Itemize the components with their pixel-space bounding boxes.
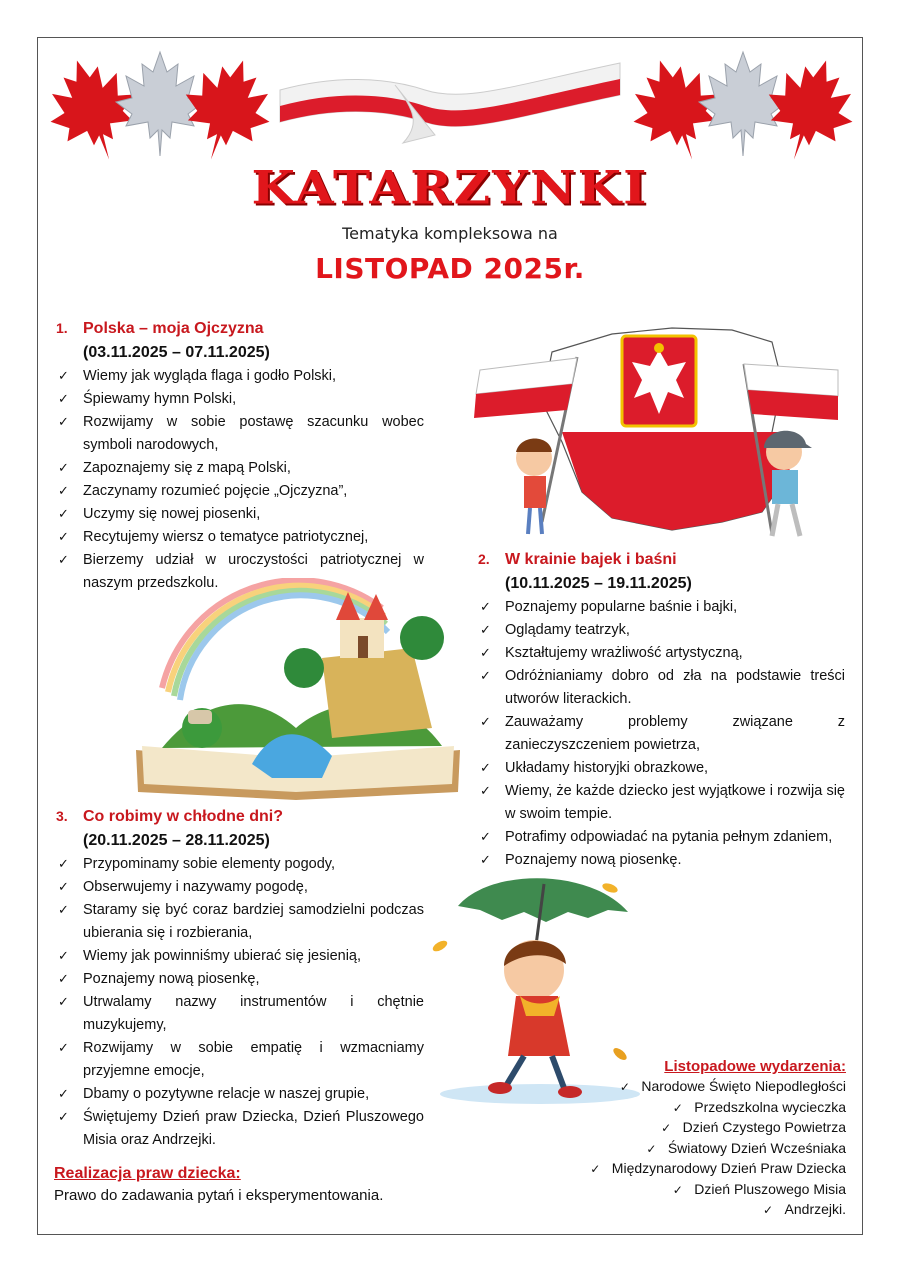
- checklist-item: ✓ Zapoznajemy się z mapą Polski,: [56, 457, 424, 480]
- event-item: ✓ Przedszkolna wycieczka: [540, 1098, 846, 1119]
- event-item: ✓ Dzień Czystego Powietrza: [540, 1118, 846, 1139]
- section-dates: (20.11.2025 – 28.11.2025): [83, 832, 270, 849]
- rights-title: Realizacja praw dziecka:: [54, 1165, 241, 1182]
- events-title: Listopadowe wydarzenia:: [664, 1058, 846, 1075]
- checklist-item: ✓ Utrwalamy nazwy instrumentów i chętnie muzykujemy,: [56, 991, 424, 1037]
- fairy-tale-book-icon: [132, 578, 464, 800]
- section-2: [478, 547, 845, 872]
- checklist-item: ✓ Przypominamy sobie elementy pogody,: [56, 853, 424, 876]
- checklist-item: ✓ Zauważamy problemy związane z zanieczyszczeniem powietrza,: [478, 711, 845, 757]
- section-dates: (10.11.2025 – 19.11.2025): [505, 575, 692, 592]
- section-title: 2. W krainie bajek i baśni: [478, 551, 677, 568]
- checklist-item: ✓ Świętujemy Dzień praw Dziecka, Dzień Pluszowego Misia oraz Andrzejki.: [56, 1106, 424, 1152]
- event-item: ✓ Andrzejki.: [540, 1200, 846, 1221]
- section-checklist: [56, 853, 424, 1152]
- checklist-item: ✓ Wiemy jak wygląda flaga i godło Polski,: [56, 365, 424, 388]
- checklist-item: ✓ Wiemy, że każde dziecko jest wyjątkowe i rozwija się w swoim tempie.: [478, 780, 845, 826]
- checklist-item: ✓ Obserwujemy i nazywamy pogodę,: [56, 876, 424, 899]
- poland-map-illustration: [472, 322, 844, 550]
- checklist-item: ✓ Odróżnianiamy dobro od zła na podstawie treści utworów literackich.: [478, 665, 845, 711]
- section-title: 1. Polska – moja Ojczyzna: [56, 320, 264, 337]
- polish-flag-ribbon-icon: [275, 55, 625, 150]
- event-item: ✓ Dzień Pluszowego Misia: [540, 1180, 846, 1201]
- month-heading: LISTOPAD 2025r.: [315, 252, 585, 285]
- section-dates: (03.11.2025 – 07.11.2025): [83, 344, 270, 361]
- maple-leaf-icon: [116, 52, 204, 156]
- checklist-item: ✓ Bierzemy udział w uroczystości patriotycznej w naszym przedszkolu.: [56, 549, 424, 595]
- events-box: [540, 1057, 846, 1221]
- checklist-item: ✓ Rozwijamy w sobie empatię i wzmacniamy przyjemne emocje,: [56, 1037, 424, 1083]
- section-3: [56, 804, 424, 1152]
- checklist-item: ✓ Rozwijamy w sobie postawę szacunku wobec symboli narodowych,: [56, 411, 424, 457]
- event-item: ✓ Światowy Dzień Wcześniaka: [540, 1139, 846, 1160]
- rights-text: Prawo do zadawania pytań i eksperymentowania.: [54, 1187, 384, 1204]
- section-checklist: [478, 596, 845, 872]
- maple-leaf-icon: [699, 52, 787, 156]
- page-subtitle: Tematyka kompleksowa na: [342, 224, 558, 243]
- checklist-item: ✓ Zaczynamy rozumieć pojęcie „Ojczyzna”,: [56, 480, 424, 503]
- checklist-item: ✓ Uczymy się nowej piosenki,: [56, 503, 424, 526]
- events-list: [540, 1077, 846, 1221]
- checklist-item: ✓ Poznajemy nową piosenkę,: [56, 968, 424, 991]
- checklist-item: ✓ Poznajemy nową piosenkę.: [478, 849, 845, 872]
- checklist-item: ✓ Dbamy o pozytywne relacje w naszej grupie,: [56, 1083, 424, 1106]
- rights-box: [54, 1163, 474, 1207]
- checklist-item: ✓ Układamy historyjki obrazkowe,: [478, 757, 845, 780]
- section-title: 3. Co robimy w chłodne dni?: [56, 808, 283, 825]
- event-item: ✓ Narodowe Święto Niepodległości: [540, 1077, 846, 1098]
- checklist-item: ✓ Kształtujemy wrażliwość artystyczną,: [478, 642, 845, 665]
- checklist-item: ✓ Recytujemy wiersz o tematyce patriotycznej,: [56, 526, 424, 549]
- checklist-item: ✓ Potrafimy odpowiadać na pytania pełnym zdaniem,: [478, 826, 845, 849]
- maple-leaves-right: [628, 48, 858, 170]
- checklist-item: ✓ Staramy się być coraz bardziej samodzielni podczas ubierania się i rozbierania,: [56, 899, 424, 945]
- event-item: ✓ Międzynarodowy Dzień Praw Dziecka: [540, 1159, 846, 1180]
- section-1: [56, 316, 424, 595]
- checklist-item: ✓ Poznajemy popularne baśnie i bajki,: [478, 596, 845, 619]
- checklist-item: ✓ Oglądamy teatrzyk,: [478, 619, 845, 642]
- maple-leaves-left: [45, 48, 275, 170]
- checklist-item: ✓ Wiemy jak powinniśmy ubierać się jesienią,: [56, 945, 424, 968]
- checklist-item: ✓ Śpiewamy hymn Polski,: [56, 388, 424, 411]
- section-checklist: [56, 365, 424, 595]
- page-title: KATARZYNKI: [251, 160, 649, 215]
